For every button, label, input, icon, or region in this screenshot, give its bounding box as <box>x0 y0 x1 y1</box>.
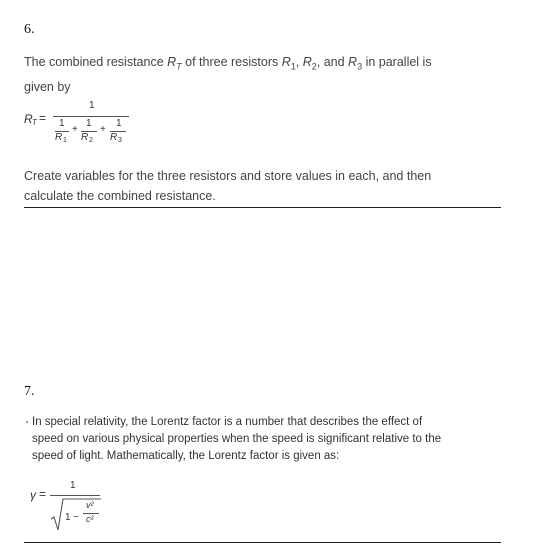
lorentz-numerator: 1 <box>70 480 76 491</box>
formula-lhs-sub: T <box>32 118 37 127</box>
resistance-formula <box>24 100 144 160</box>
term1-numerator: 1 <box>59 118 65 129</box>
formula-equals: = <box>39 111 47 125</box>
bullet-dot <box>26 421 28 423</box>
var-r3: R <box>348 55 358 69</box>
intro-text: The combined resistance <box>24 55 168 69</box>
intro-text-line2: given by <box>24 79 71 94</box>
lorentz-c-squared: c² <box>86 514 94 524</box>
answer-line-7 <box>24 542 501 543</box>
question-6-intro <box>24 52 494 97</box>
instruction-line2: calculate the combined resistance. <box>24 189 216 203</box>
instruction-line1: Create variables for the three resistors and store values in each, and then <box>24 169 432 183</box>
intro-text: in parallel is <box>362 55 432 69</box>
intro-text: , and <box>316 55 349 69</box>
term2-numerator: 1 <box>86 118 92 129</box>
question-7-number: 7. <box>24 384 35 399</box>
q7-line2: speed on various physical properties when the speed is significant relative to the <box>32 433 442 445</box>
sub-3: 3 <box>357 61 363 72</box>
sub-2: 2 <box>311 61 317 72</box>
formula-main-fraction-bar <box>53 116 129 117</box>
lorentz-gamma: γ <box>30 488 36 502</box>
formula-lhs: R <box>24 112 33 126</box>
formula-numerator: 1 <box>89 100 95 111</box>
question-6-number: 6. <box>24 22 35 37</box>
plus-2: + <box>100 124 106 135</box>
q7-line1: In special relativity, the Lorentz factor is a number that describes the effect of <box>32 416 423 428</box>
var-r1: R <box>281 55 291 69</box>
term3-sub: 3 <box>118 137 122 144</box>
var-r2: R <box>302 55 312 69</box>
term2-r: R <box>81 132 89 143</box>
lorentz-minus: − <box>73 512 79 523</box>
answer-line-6 <box>24 207 501 208</box>
plus-1: + <box>72 124 78 135</box>
sub-t: T <box>176 61 182 72</box>
term2-sub: 2 <box>89 137 93 144</box>
lorentz-fraction-bar <box>50 495 100 496</box>
term3-numerator: 1 <box>116 118 122 129</box>
lorentz-formula <box>30 476 130 536</box>
lorentz-one: 1 <box>65 512 71 523</box>
lorentz-v-squared: v² <box>86 500 94 510</box>
q7-line3: speed of light. Mathematically, the Lorentz factor is given as: <box>32 450 340 462</box>
term3-r: R <box>110 132 118 143</box>
question-7-text <box>32 414 492 465</box>
lorentz-equals: = <box>39 487 47 501</box>
intro-text: of three resistors <box>181 55 282 69</box>
question-6-instruction <box>24 166 494 206</box>
intro-text: , <box>295 55 303 69</box>
var-r: R <box>167 55 177 69</box>
sub-1: 1 <box>290 61 296 72</box>
term1-sub: 1 <box>63 137 67 144</box>
term1-r: R <box>55 132 63 143</box>
